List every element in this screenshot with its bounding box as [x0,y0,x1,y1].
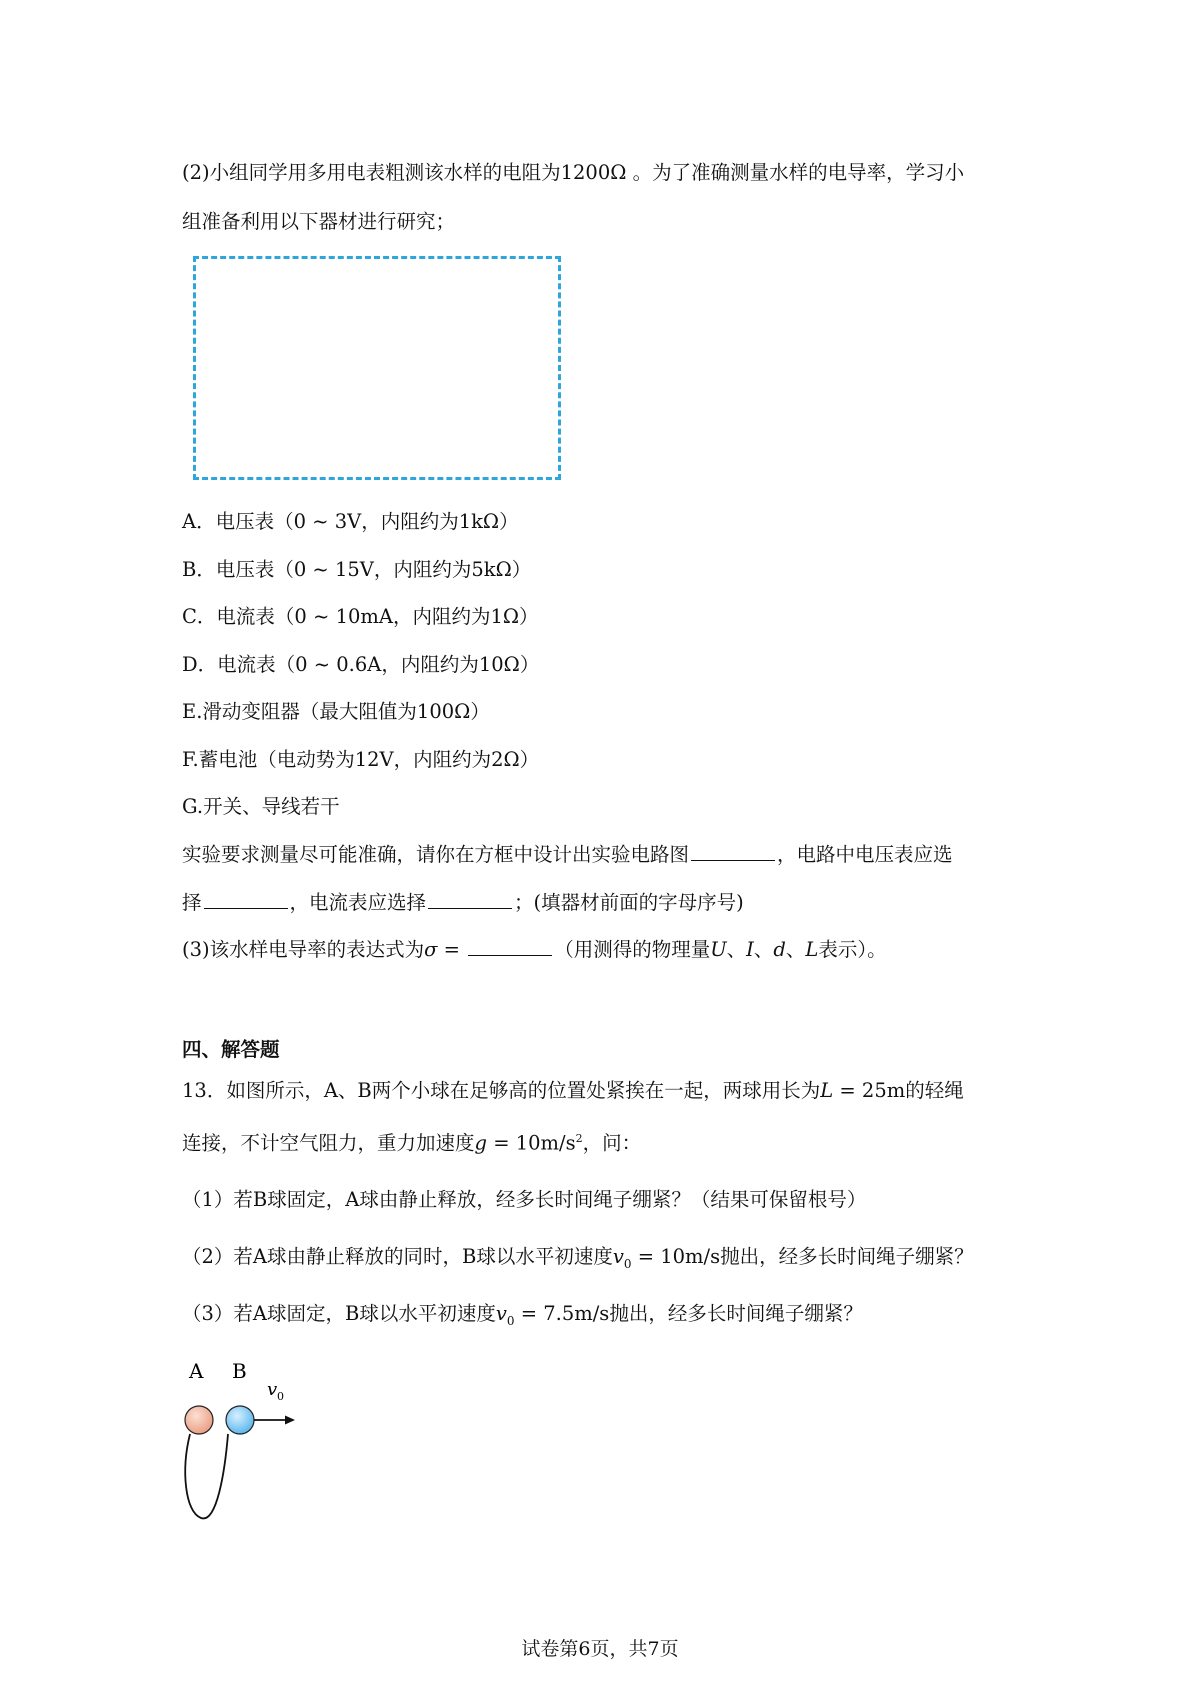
rope [185,1434,228,1518]
requirement-text-d: ，电流表应选择 [289,891,427,914]
var-v: v [612,1245,624,1268]
sub2-text-b: = 10m/s抛出，经多长时间绳子绷紧？ [631,1245,974,1268]
q12-part3 [182,940,887,960]
sub3-text-a: （3）若A球固定，B球以水平初速度 [182,1302,496,1325]
var-v: v [495,1302,507,1325]
ball-a [185,1406,213,1434]
option-e: E.滑动变阻器（最大阻值为100Ω） [182,700,490,723]
exponent-2: 2 [575,1132,583,1145]
conductivity-answer-blank[interactable] [468,954,552,956]
option-d: D．电流表（0 ~ 0.6A，内阻约为10Ω） [182,653,540,676]
q13-text-d: = 10m/s [487,1131,576,1155]
var-i: I [746,938,754,961]
var-u: U [710,938,727,961]
sub-question-2 [182,1247,974,1270]
part3-text-a: (3)该水样电导率的表达式为 [182,938,425,961]
circuit-design-box [193,256,561,480]
requirement-text-c: 择 [182,891,202,914]
sep-2: 、 [753,938,774,961]
sub3-text-b: = 7.5m/s抛出，经多长时间绳子绷紧？ [514,1302,863,1325]
requirement-text-e: ；(填器材前面的字母序号) [514,891,744,914]
option-g: G.开关、导线若干 [182,795,340,818]
var-g: g [474,1131,487,1155]
option-f: F.蓄电池（电动势为12V，内阻约为2Ω） [182,748,540,771]
label-a: A [189,1359,204,1383]
section-heading: 四、解答题 [182,1038,280,1061]
sub2-text-a: （2）若A球由静止释放的同时，B球以水平初速度 [182,1245,613,1268]
requirement-text-a: 实验要求测量尽可能准确，请你在方框中设计出实验电路图 [182,843,690,866]
sigma-symbol: σ [424,938,438,961]
var-d: d [773,938,786,961]
subscript-0: 0 [623,1256,632,1271]
ball-b [226,1406,254,1434]
q13-text-a: 13．如图所示，A、B两个小球在足够高的位置处紧挨在一起，两球用长为 [182,1079,821,1102]
q13-line2 [182,1133,641,1153]
requirement-line2 [182,893,744,913]
option-a: A．电压表（0 ~ 3V，内阻约为1kΩ） [182,510,519,533]
q13-text-b: = 25m的轻绳 [833,1079,964,1102]
circuit-answer-blank[interactable] [691,859,775,861]
ammeter-answer-blank[interactable] [428,907,512,909]
requirement-text-b: ，电路中电压表应选 [777,843,953,866]
sub-question-3 [182,1304,863,1327]
requirement-line1 [182,845,953,865]
q13-text-c: 连接，不计空气阻力，重力加速度 [182,1131,475,1155]
label-v-subscript: 0 [277,1390,284,1403]
var-l-rope: L [820,1079,834,1102]
label-b: B [232,1359,247,1383]
page-footer: 试卷第6页，共7页 [521,1638,679,1660]
part3-text-c: 表示）。 [818,938,887,961]
q13-line1 [182,1081,964,1101]
balls-rope-figure [175,1350,305,1530]
label-v: v [267,1379,278,1400]
sep-1: 、 [726,938,747,961]
sep-3: 、 [785,938,806,961]
equals-sign: = [437,938,467,961]
q13-text-e: ，问： [582,1131,642,1155]
q12-part2-line2: 组准备利用以下器材进行研究； [182,210,456,233]
option-b: B．电压表（0 ~ 15V，内阻约为5kΩ） [182,558,532,581]
part3-text-b: （用测得的物理量 [554,938,711,961]
arrowhead [285,1416,295,1425]
voltmeter-answer-blank[interactable] [204,907,288,909]
var-l: L [805,938,819,961]
option-c: C．电流表（0 ~ 10mA，内阻约为1Ω） [182,605,539,628]
sub-question-1: （1）若B球固定，A球由静止释放，经多长时间绳子绷紧？（结果可保留根号） [182,1188,867,1211]
subscript-0: 0 [506,1313,515,1328]
q12-part2-line1: (2)小组同学用多用电表粗测该水样的电阻为1200Ω 。为了准确测量水样的电导率，学习小 [182,161,965,184]
